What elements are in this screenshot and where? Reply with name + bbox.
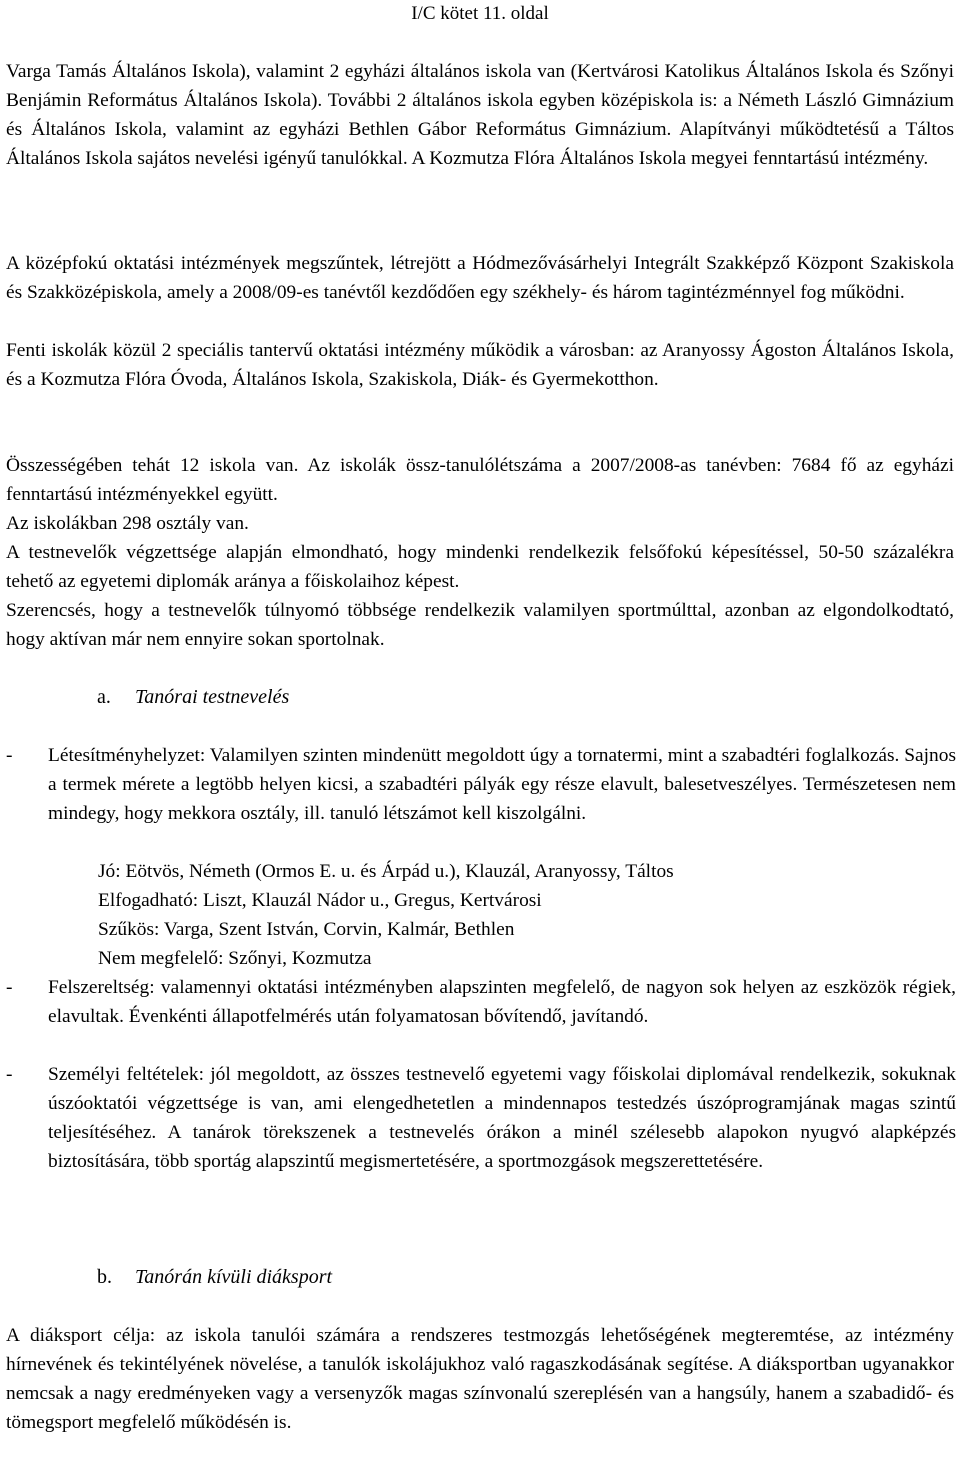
bullet-dash: - <box>6 1064 13 1085</box>
paragraph-student-sport: A diáksport célja: az iskola tanulói számára a rendszeres testmozgás lehetőségének megteremtése, az intézmény hírnevének és tekintélyének növelése, a tanulók iskolájukhoz való ragaszkodásának segítése. A diáksportban ugyanakkor nemcsak a nagy eredményeken vagy a versenyzők magas színvonalú szereplésén van a hangsúly, hanem a szabadidő- és tömegsport megfelelő működésén is. <box>6 1325 954 1433</box>
section-b-number: b. <box>97 1266 112 1288</box>
page-header: I/C kötet 11. oldal <box>411 3 549 24</box>
rating-cramped: Szűkös: Varga, Szent István, Corvin, Kalmár, Bethlen <box>98 919 515 940</box>
section-a-heading <box>97 683 289 712</box>
bullet-text-equipment: Felszereltség: valamennyi oktatási intézményben alapszinten megfelelő, de nagyon sok helyen az eszközök régiek, elavultak. Évenkénti állapotfelmérés után folyamatosan bővítendő, javítandó. <box>48 977 956 1027</box>
bullet-dash: - <box>6 977 13 998</box>
section-b-heading <box>97 1263 332 1292</box>
rating-good: Jó: Eötvös, Németh (Ormos E. u. és Árpád u.), Klauzál, Aranyossy, Táltos <box>98 861 674 882</box>
rating-inadequate: Nem megfelelő: Szőnyi, Kozmutza <box>98 948 372 969</box>
bullet-text-personnel: Személyi feltételek: jól megoldott, az összes testnevelő egyetemi vagy főiskolai diplomával rendelkezik, sokuknak úszóoktatói végzettsége is van, ami elengedhetetlen a mindennapos testedzés úszóprogramjának magas szintű teljesítéséhez. A tanárok törekszenek a testnevelés órákon a minél szélesebb alapokon nyugvó alapképzés biztosítására, több sportág alapszintű megismertetésére, a sportmozgások megszerettetésére. <box>48 1064 956 1172</box>
bullet-text-facilities: Létesítményhelyzet: Valamilyen szinten mindenütt megoldott úgy a tornatermi, mint a szabadtéri foglalkozás. Sajnos a termek mérete a legtöbb helyen kicsi, a szabadtéri pályák egy része elavult, balesetveszélyes. Természetesen nem mindegy, hogy mekkora osztály, ill. tanuló létszámot kell kiszolgálni. <box>48 745 956 824</box>
paragraph-class-count: Az iskolákban 298 osztály van. <box>6 513 249 534</box>
paragraph-school-count: Összességében tehát 12 iskola van. Az iskolák össz-tanulólétszáma a 2007/2008-as tanévben: 7684 fő az egyházi fenntartású intézményekkel együtt. <box>6 455 954 505</box>
paragraph-schools-overview: Varga Tamás Általános Iskola), valamint 2 egyházi általános iskola van (Kertvárosi Katolikus Általános Iskola és Szőnyi Benjámin Református Általános Iskola). További 2 általános iskola egyben középiskola is: a Németh László Gimnázium és Általános Iskola, valamint az egyházi Bethlen Gábor Református Gimnázium. Alapítványi működtetésű a Táltos Általános Iskola sajátos nevelési igényű tanulókkal. A Kozmutza Flóra Általános Iskola megyei fenntartású intézmény. <box>6 61 954 169</box>
bullet-dash: - <box>6 745 13 766</box>
paragraph-teacher-sport-background: Szerencsés, hogy a testnevelők túlnyomó többsége rendelkezik valamilyen sportmúlttal, azonban az elgondolkodtató, hogy aktívan már nem ennyire sokan sportolnak. <box>6 600 954 650</box>
rating-acceptable: Elfogadható: Liszt, Klauzál Nádor u., Gregus, Kertvárosi <box>98 890 542 911</box>
section-a-number: a. <box>97 686 111 708</box>
paragraph-secondary-institutions: A középfokú oktatási intézmények megszűntek, létrejött a Hódmezővásárhelyi Integrált Szakképző Központ Szakiskola és Szakközépiskola, amely a 2008/09-es tanévtől kezdődően egy székhely- és három tagintézménnyel fog működni. <box>6 253 954 303</box>
section-b-title: Tanórán kívüli diáksport <box>135 1266 333 1288</box>
paragraph-teacher-qualification: A testnevelők végzettsége alapján elmondható, hogy mindenki rendelkezik felsőfokú képesítéssel, 50-50 százalékra tehető az egyetemi diplomák aránya a főiskolaihoz képest. <box>6 542 954 592</box>
section-a-title: Tanórai testnevelés <box>135 686 290 708</box>
paragraph-special-schools: Fenti iskolák közül 2 speciális tantervű oktatási intézmény működik a városban: az Aranyossy Ágoston Általános Iskola, és a Kozmutza Flóra Óvoda, Általános Iskola, Szakiskola, Diák- és Gyermekotthon. <box>6 340 954 390</box>
